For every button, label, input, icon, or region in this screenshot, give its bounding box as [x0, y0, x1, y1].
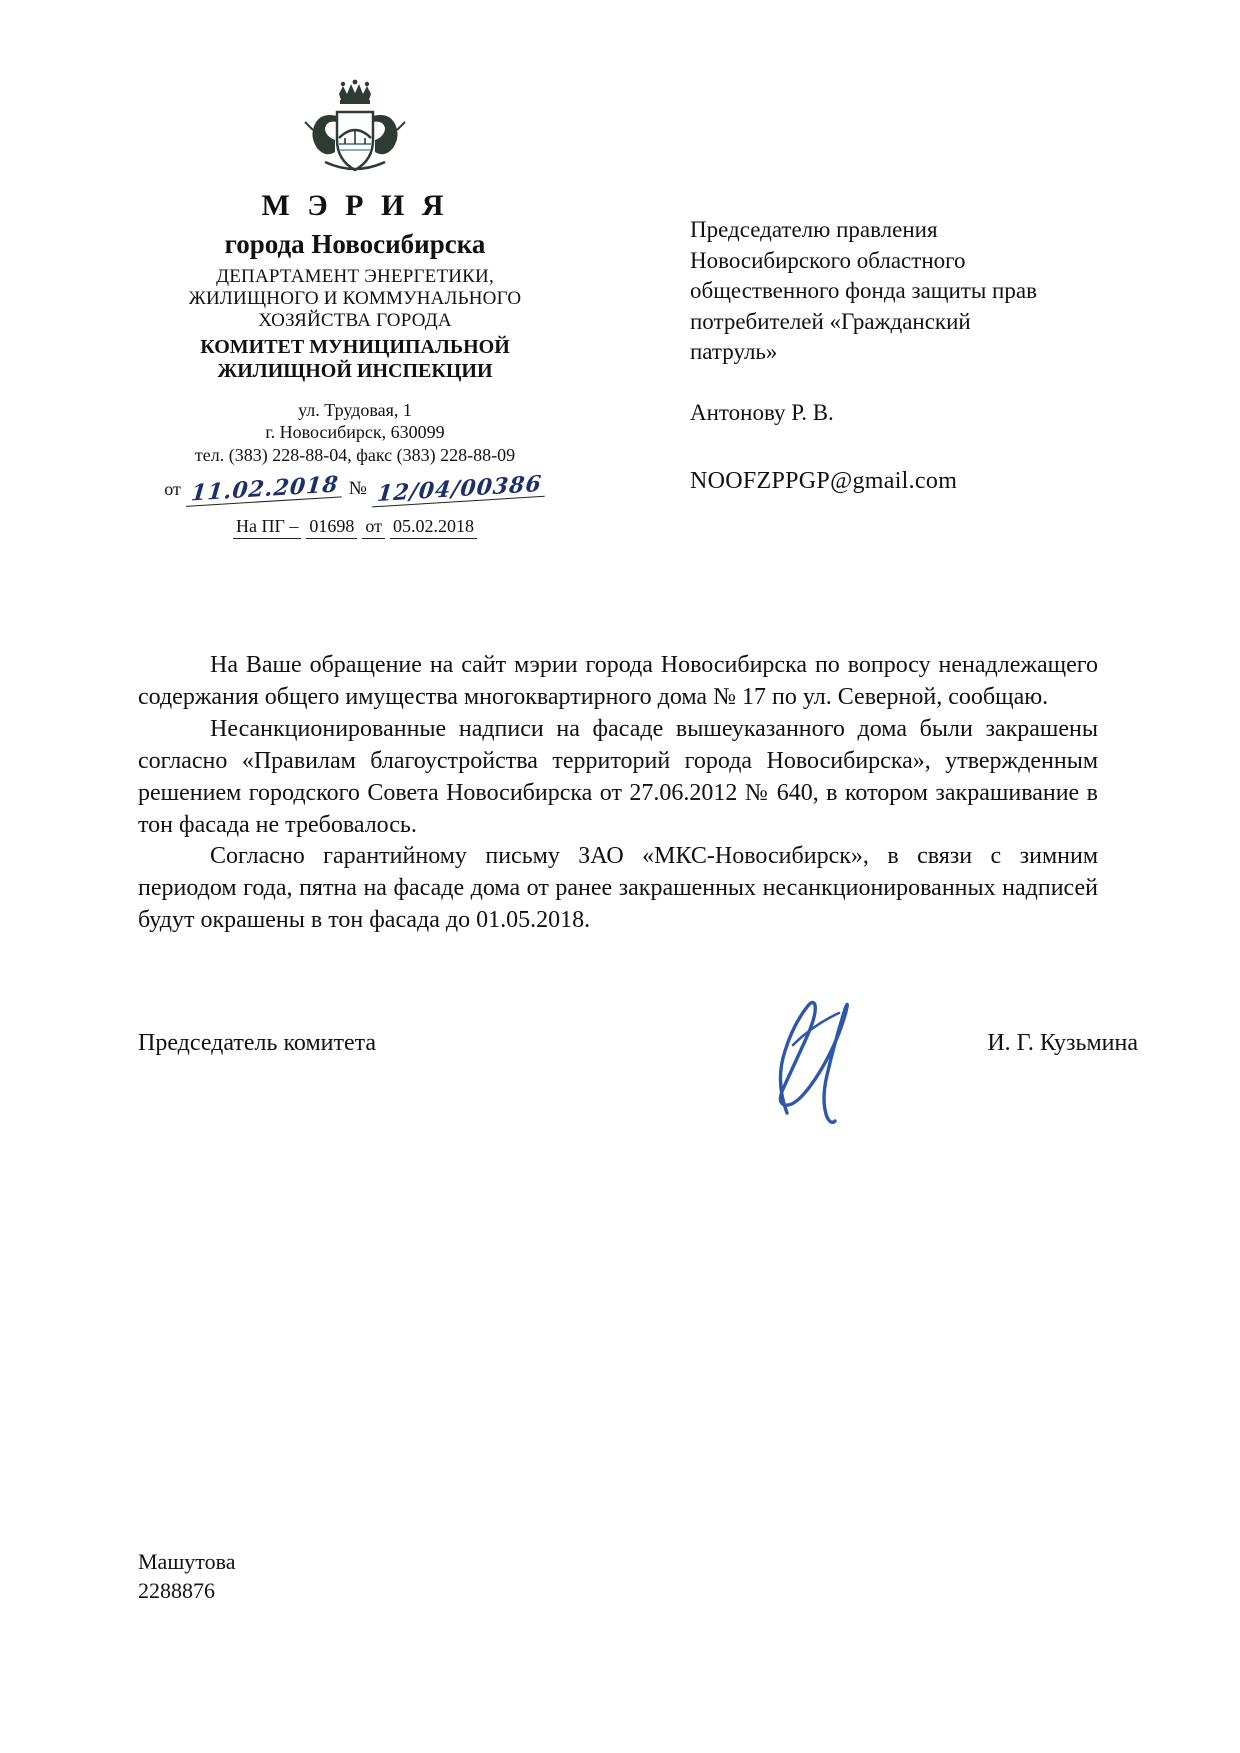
- from-label: от: [164, 479, 181, 500]
- executor-phone: 2288876: [138, 1577, 215, 1603]
- addressee-line-3: общественного фонда защиты прав: [690, 278, 1037, 304]
- outgoing-number-line: [130, 471, 580, 508]
- department-line-1: ДЕПАРТАМЕНТ ЭНЕРГЕТИКИ,: [216, 266, 494, 288]
- addressee-line-2: Новосибирского областного: [690, 247, 966, 273]
- addressee-line-5: патруль»: [690, 339, 778, 365]
- department-line-3: ХОЗЯЙСТВА ГОРОДА: [258, 310, 452, 332]
- address-block: [130, 399, 580, 467]
- addressee-line-4: потребителей «Гражданский: [690, 308, 971, 334]
- department-block: [130, 266, 580, 332]
- organization-city: города Новосибирска: [224, 229, 486, 259]
- body-paragraph-1: На Ваше обращение на сайт мэрии города Новосибирска по вопросу ненадлежащего содержания общего имущества многоквартирного дома № 17 по ул. Северной, сообщаю.: [138, 652, 1098, 710]
- reference-line: [130, 516, 580, 539]
- body-paragraph-2: Несанкционированные надписи на фасаде вышеуказанного дома были закрашены согласно «Правилам благоустройства территорий города Новосибирска», утвержденным решением городского Совета Новосибирска от 27.06.2012 № 640, в котором закрашивание в тон фасада не требовалось.: [138, 715, 1098, 838]
- coat-of-arms-icon: [295, 78, 415, 183]
- document-body: [138, 650, 1098, 937]
- addressee-block: [690, 215, 1160, 498]
- committee-line-1: КОМИТЕТ МУНИЦИПАЛЬНОЙ: [200, 336, 510, 359]
- address-city: г. Новосибирск, 630099: [265, 422, 445, 443]
- signatory-name: И. Г. Кузьмина: [987, 1030, 1138, 1056]
- committee-line-2: ЖИЛИЩНОЙ ИНСПЕКЦИИ: [217, 359, 493, 382]
- reference-number: 01698: [306, 516, 357, 539]
- body-paragraph-3: Согласно гарантийному письму ЗАО «МКС-Новосибирск», в связи с зимним периодом года, пятна на фасаде дома от ранее закрашенных несанкционированных надписей будут окрашены в тон фасада до 01.05.2018.: [138, 843, 1098, 934]
- committee-block: [130, 336, 580, 382]
- reference-date-label: от: [362, 516, 385, 539]
- department-line-2: ЖИЛИЩНОГО И КОММУНАЛЬНОГО: [188, 288, 522, 310]
- number-label: №: [348, 478, 367, 500]
- addressee-line-1: Председателю правления: [690, 217, 938, 242]
- signature-row: [138, 1030, 1138, 1057]
- reference-prefix: На ПГ –: [233, 516, 301, 539]
- signatory-title: Председатель комитета: [138, 1030, 377, 1056]
- outgoing-number-handwritten: 12/04/00386: [372, 473, 547, 508]
- executor-block: [138, 1548, 235, 1605]
- letterhead: [130, 78, 580, 539]
- organization-title: М Э Р И Я: [261, 189, 449, 222]
- addressee-name: Антонову Р. В.: [690, 399, 834, 425]
- executor-name: Машутова: [138, 1549, 236, 1574]
- address-phone: тел. (383) 228-88-04, факс (383) 228-88-09: [194, 444, 516, 465]
- addressee-email: NOOFZPPGP@gmail.com: [690, 468, 958, 495]
- outgoing-date-handwritten: 11.02.2018: [186, 474, 344, 508]
- reference-date: 05.02.2018: [390, 516, 477, 539]
- address-street: ул. Трудовая, 1: [298, 399, 412, 420]
